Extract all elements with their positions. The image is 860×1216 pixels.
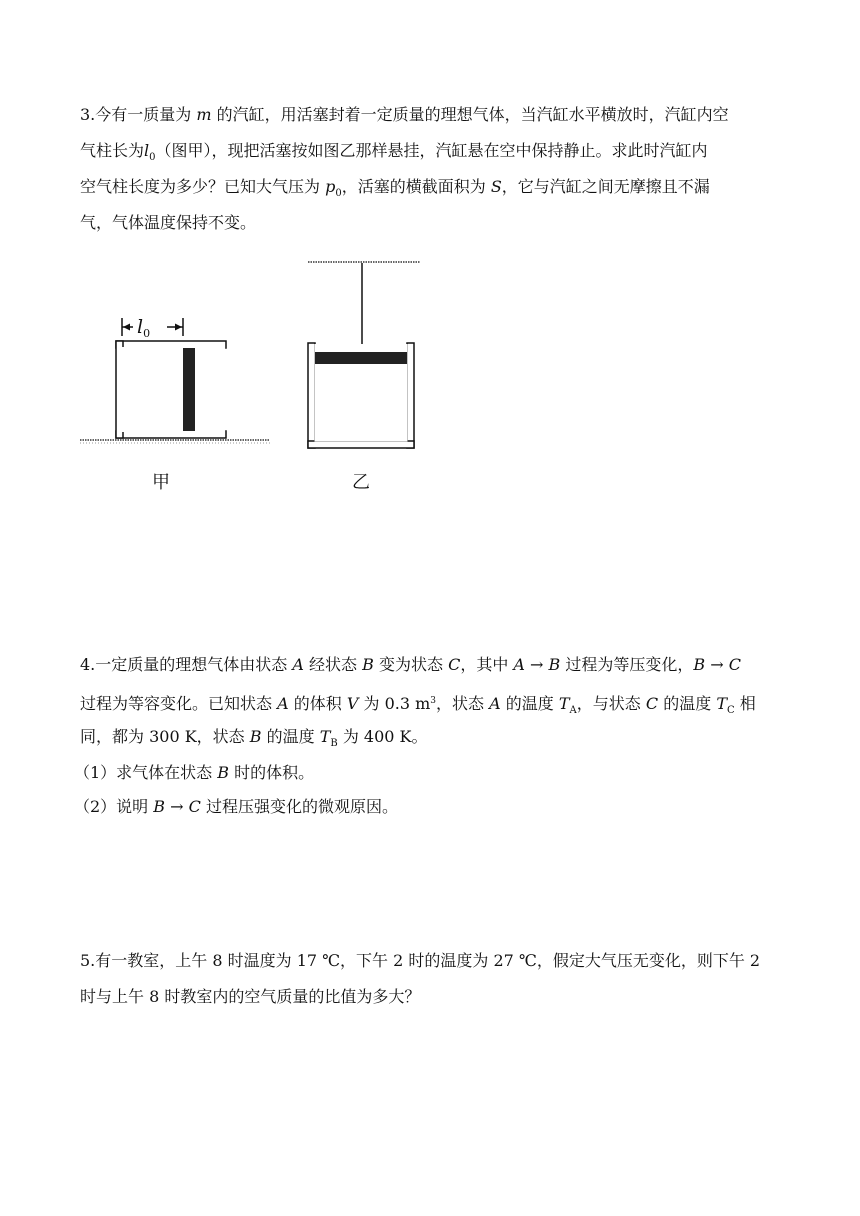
q3-line-1: 3.今有一质量为 m 的汽缸，用活塞封着一定质量的理想气体，当汽缸水平横放时，汽缸内空 <box>80 105 729 124</box>
cylinder-left-wall-yi <box>308 343 315 448</box>
figure-yi <box>300 255 430 455</box>
process-b-to-c: B → C <box>693 655 741 674</box>
q3-line-2: 气柱长为$l_0$（图甲），现把活塞按如图乙那样悬挂，汽缸悬在空中保持静止。求此时汽缸内 <box>80 141 708 163</box>
figure-jia <box>75 300 275 460</box>
q4-line-3: 同，都为 300 K，状态 B 的温度 $T_B$ 为 400 K。 <box>80 727 428 749</box>
var-p0: p <box>325 177 336 196</box>
cylinder-bottom-wall <box>116 431 226 438</box>
q4-sub-question-1: （1）求气体在状态 B 时的体积。 <box>74 763 315 782</box>
dim-arrow-right <box>175 324 182 331</box>
cylinder-right-wall-yi <box>407 343 414 448</box>
q5-line-2: 时与上午 8 时教室内的空气质量的比值为多大？ <box>80 987 421 1006</box>
piston-yi <box>315 352 407 364</box>
figure-label-yi: 乙 <box>352 472 370 493</box>
process-a-to-b: A → B <box>513 655 561 674</box>
q5-line-1: 5.有一教室，上午 8 时温度为 17 ℃，下午 2 时的温度为 27 ℃，假定大气压无变化，则下午 2 <box>80 951 761 970</box>
dim-label-l0: $l_0$ <box>137 316 151 340</box>
cylinder-top-wall <box>116 341 226 348</box>
q4-line-2: 过程为等容变化。已知状态 A 的体积 V 为 0.3 $m^3$，状态 A 的温度 $T_A$，与状态 C 的温度 $T_C$ 相 <box>80 694 756 716</box>
var-l0: l <box>144 141 150 160</box>
q4-sub-question-2: （2）说明 B → C 过程压强变化的微观原因。 <box>74 797 398 816</box>
cylinder-inner-mask <box>117 347 225 432</box>
dim-arrow-left <box>123 324 130 331</box>
q4-line-1: 4.一定质量的理想气体由状态 A 经状态 B 变为状态 C，其中 A → B 过程为等压变化，B → C <box>80 655 741 674</box>
var-S: S <box>490 177 502 196</box>
var-m: m <box>196 105 212 124</box>
q3-line-4: 气，气体温度保持不变。 <box>80 213 257 232</box>
q3-line-3: 空气柱长度为多少？已知大气压为 $p_0$，活塞的横截面积为 S，它与汽缸之间无摩擦且不漏 <box>80 177 710 199</box>
figure-label-jia: 甲 <box>152 472 170 493</box>
piston-jia <box>183 348 195 431</box>
cylinder-bottom-wall-yi <box>308 441 414 448</box>
